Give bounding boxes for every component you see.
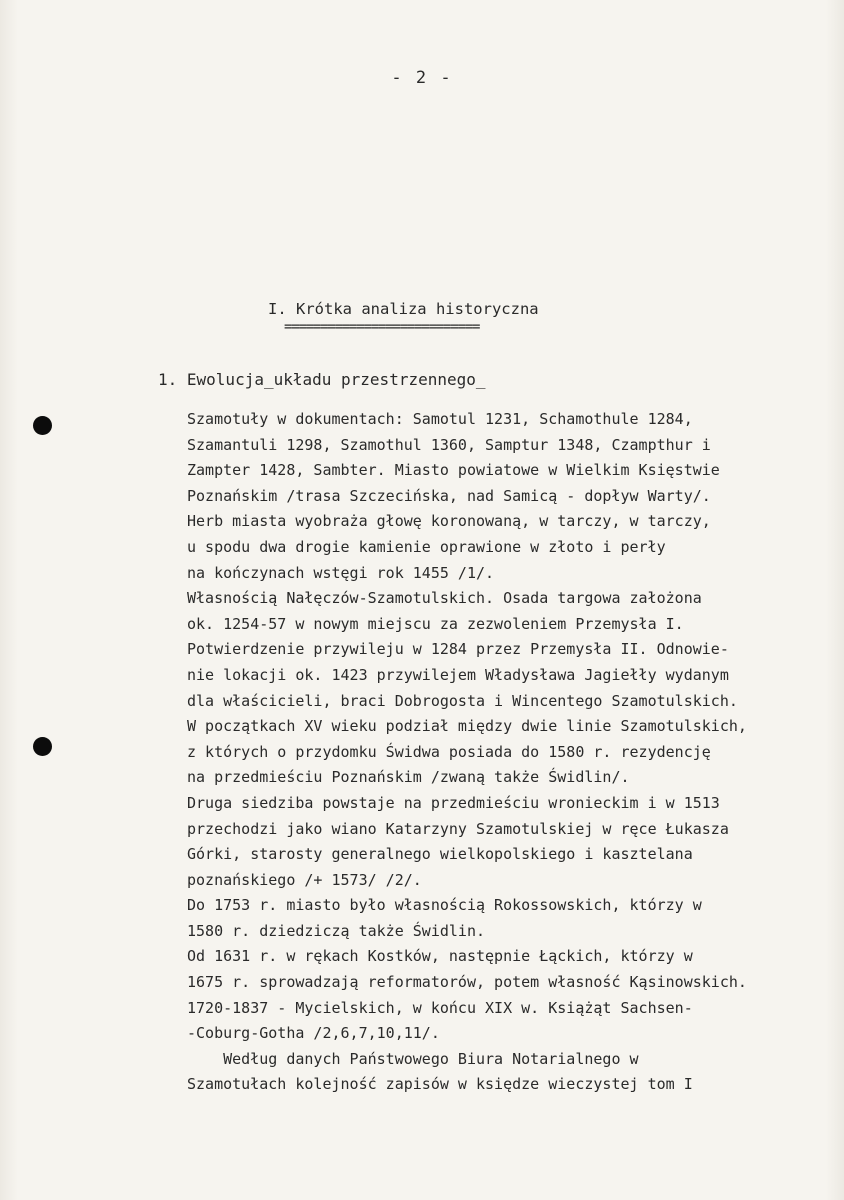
text-line: Potwierdzenie przywileju w 1284 przez Przemysła II. Odnowie- [187, 640, 729, 659]
text-line: u spodu dwa drogie kamienie oprawione w złoto i perły [187, 537, 666, 556]
page-number: - 2 - [391, 68, 453, 88]
text-line: Zampter 1428, Sambter. Miasto powiatowe w Wielkim Księstwie [187, 461, 720, 480]
section-title: I. Krótka analiza historyczna [268, 300, 539, 318]
punch-hole [33, 737, 52, 756]
text-line: ok. 1254-57 w nowym miejscu za zezwoleniem Przemysła I. [187, 614, 684, 633]
text-line: na kończynach wstęgi rok 1455 /1/. [187, 563, 495, 582]
text-line: 1580 r. dziedziczą także Świdlin. [187, 921, 486, 940]
text-line: przechodzi jako wiano Katarzyny Szamotulskiej w ręce Łukasza [187, 819, 729, 838]
text-line: Według danych Państwowego Biura Notarialnego w [187, 1049, 639, 1068]
text-line: Herb miasta wyobraża głowę koronowaną, w tarczy, w tarczy, [187, 512, 711, 531]
text-line: Do 1753 r. miasto było własnością Rokossowskich, którzy w [187, 896, 702, 915]
text-line: poznańskiego /+ 1573/ /2/. [187, 870, 422, 889]
punch-hole [33, 416, 52, 435]
text-line: W początkach XV wieku podział między dwie linie Szamotulskich, [187, 717, 747, 736]
text-line: 1675 r. sprowadzają reformatorów, potem własność Kąsinowskich. [187, 973, 747, 992]
subsection-heading: 1. Ewolucja_układu przestrzennego_ [158, 370, 486, 389]
text-line: Szamotułach kolejność zapisów w księdze wieczystej tom I [187, 1075, 693, 1094]
text-line: Od 1631 r. w rękach Kostków, następnie Łąckich, którzy w [187, 947, 693, 966]
text-line: Górki, starosty generalnego wielkopolskiego i kasztelana [187, 845, 693, 864]
title-underline: =========================== [284, 319, 480, 335]
text-line: Własnością Nałęczów-Szamotulskich. Osada targowa założona [187, 589, 702, 608]
text-line: Poznańskim /trasa Szczecińska, nad Samicą - dopływ Warty/. [187, 486, 711, 505]
text-line: Szamantuli 1298, Szamothul 1360, Samptur 1348, Czampthur i [187, 435, 711, 454]
text-line: z których o przydomku Świdwa posiada do 1580 r. rezydencję [187, 742, 711, 761]
text-line: 1720-1837 - Mycielskich, w końcu XIX w. Książąt Sachsen- [187, 998, 693, 1017]
text-line: nie lokacji ok. 1423 przywilejem Władysława Jagiełły wydanym [187, 665, 729, 684]
text-line: Druga siedziba powstaje na przedmieściu wronieckim i w 1513 [187, 793, 720, 812]
body-text [187, 407, 837, 1098]
text-line: na przedmieściu Poznańskim /zwaną także Świdlin/. [187, 768, 630, 787]
text-line: Szamotuły w dokumentach: Samotul 1231, Schamothule 1284, [187, 410, 693, 428]
text-line: dla właścicieli, braci Dobrogosta i Wincentego Szamotulskich. [187, 691, 738, 710]
text-line: -Coburg-Gotha /2,6,7,10,11/. [187, 1024, 440, 1043]
